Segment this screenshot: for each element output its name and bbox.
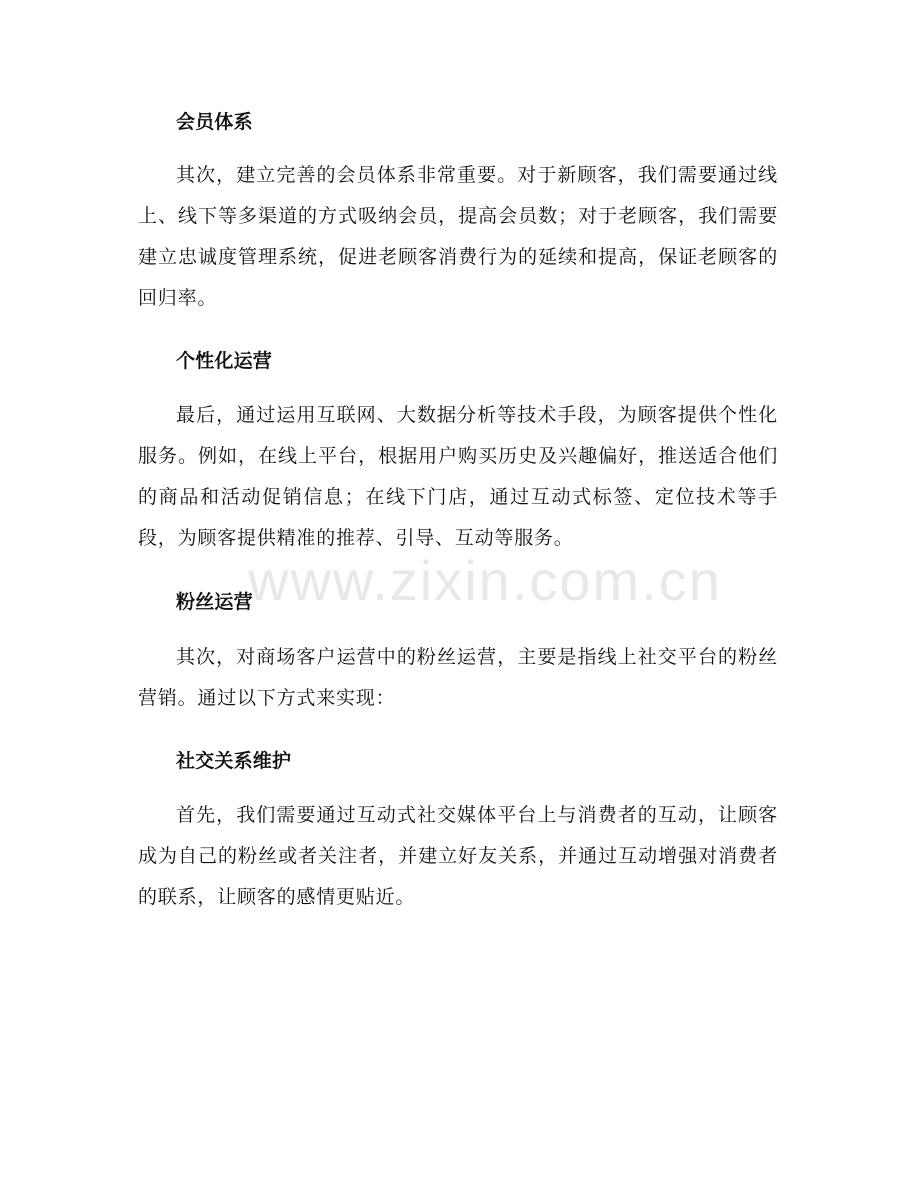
section-paragraph: 首先，我们需要通过互动式社交媒体平台上与消费者的互动，让顾客成为自己的粉丝或者关注者，并建立好友关系，并通过互动增强对消费者的联系，让顾客的感情更贴近。 — [138, 804, 778, 908]
section-heading: 社交关系维护 — [176, 749, 292, 772]
section-heading: 个性化运营 — [176, 349, 273, 372]
section-paragraph: 其次，对商场客户运营中的粉丝运营，主要是指线上社交平台的粉丝营销。通过以下方式来实现： — [138, 645, 778, 709]
section-paragraph: 最后，通过运用互联网、大数据分析等技术手段，为顾客提供个性化服务。例如，在线上平台，根据用户购买历史及兴趣偏好，推送适合他们的商品和活动促销信息；在线下门店，通过互动式标签、定位技术等手段，为顾客提供精准的推荐、引导、互动等服务。 — [138, 404, 778, 549]
document-content — [138, 108, 778, 918]
watermark: www.zixin.com.cn — [248, 549, 722, 612]
section-heading: 会员体系 — [176, 111, 253, 133]
section-paragraph: 其次，建立完善的会员体系非常重要。对于新顾客，我们需要通过线上、线下等多渠道的方式吸纳会员，提高会员数；对于老顾客，我们需要建立忠诚度管理系统，促进老顾客消费行为的延续和提高，保证老顾客的回归率。 — [138, 163, 778, 309]
section-heading: 粉丝运营 — [176, 591, 253, 613]
